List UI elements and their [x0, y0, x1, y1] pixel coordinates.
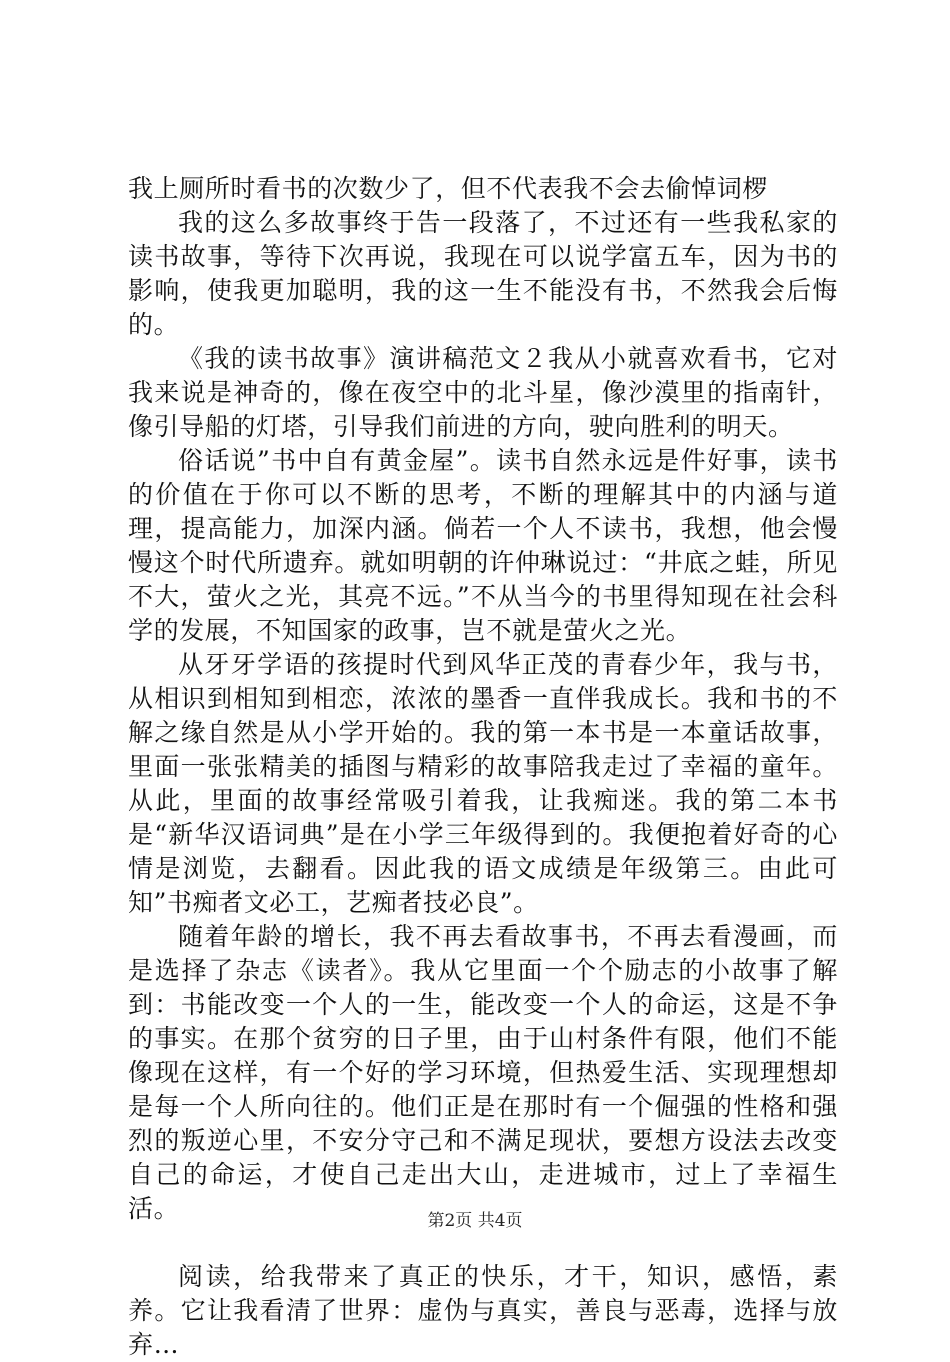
paragraph: 阅读，给我带来了真正的快乐，才干，知识，感悟，素养。它让我看清了世界：虚伪与真实，善良与恶毒，选择与放弃… [128, 1262, 838, 1359]
paragraph: 我上厕所时看书的次数少了，但不代表我不会去偷悼词椤 [128, 174, 769, 203]
page-number-footer: 第2页 共4页 [427, 1211, 523, 1231]
paragraph: 俗话说”书中自有黄金屋”。读书自然永远是件好事，读书的价值在于你可以不断的思考，不断的理解其中的内涵与道理，提高能力，加深内涵。倘若一个人不读书，我想，他会慢慢这个时代所遗弃。就如明朝的许仲琳说过：“井底之蛙，所见不大，萤火之光，其亮不远。”不从当今的书里得知现在社会科学的发展，不知国家的政事，岂不就是萤火之光。 [128, 446, 838, 645]
paragraph: 我的这么多故事终于告一段落了，不过还有一些我私家的读书故事，等待下次再说，我现在可以说学富五车，因为书的影响，使我更加聪明，我的这一生不能没有书，不然我会后悔的。 [128, 208, 838, 339]
document-body [128, 172, 838, 1362]
paragraph: 从牙牙学语的孩提时代到风华正茂的青春少年，我与书，从相识到相知到相恋，浓浓的墨香一直伴我成长。我和书的不解之缘自然是从小学开始的。我的第一本书是一本童话故事，里面一张张精美的插图与精彩的故事陪我走过了幸福的童年。从此，里面的故事经常吸引着我，让我痴迷。我的第二本书是“新华汉语词典”是在小学三年级得到的。我便抱着好奇的心情是浏览，去翻看。因此我的语文成绩是年级第三。由此可知”书痴者文必工，艺痴者技必良”。 [128, 650, 838, 917]
paragraph: 《我的读书故事》演讲稿范文２我从小就喜欢看书，它对我来说是神奇的，像在夜空中的北斗星，像沙漠里的指南针，像引导船的灯塔，引导我们前进的方向，驶向胜利的明天。 [128, 344, 838, 441]
paragraph: 随着年龄的增长，我不再去看故事书，不再去看漫画，而是选择了杂志《读者》。我从它里面一个个励志的小故事了解到：书能改变一个人的一生，能改变一个人的命运，这是不争的事实。在那个贫穷的日子里，由于山村条件有限，他们不能像现在这样，有一个好的学习环境，但热爱生活、实现理想却是每一个人所向往的。他们正是在那时有一个倔强的性格和强烈的叛逆心里，不安分守己和不满足现状，要想方设法去改变自己的命运，才使自己走出大山，走进城市，过上了幸福生活。 [128, 922, 838, 1223]
